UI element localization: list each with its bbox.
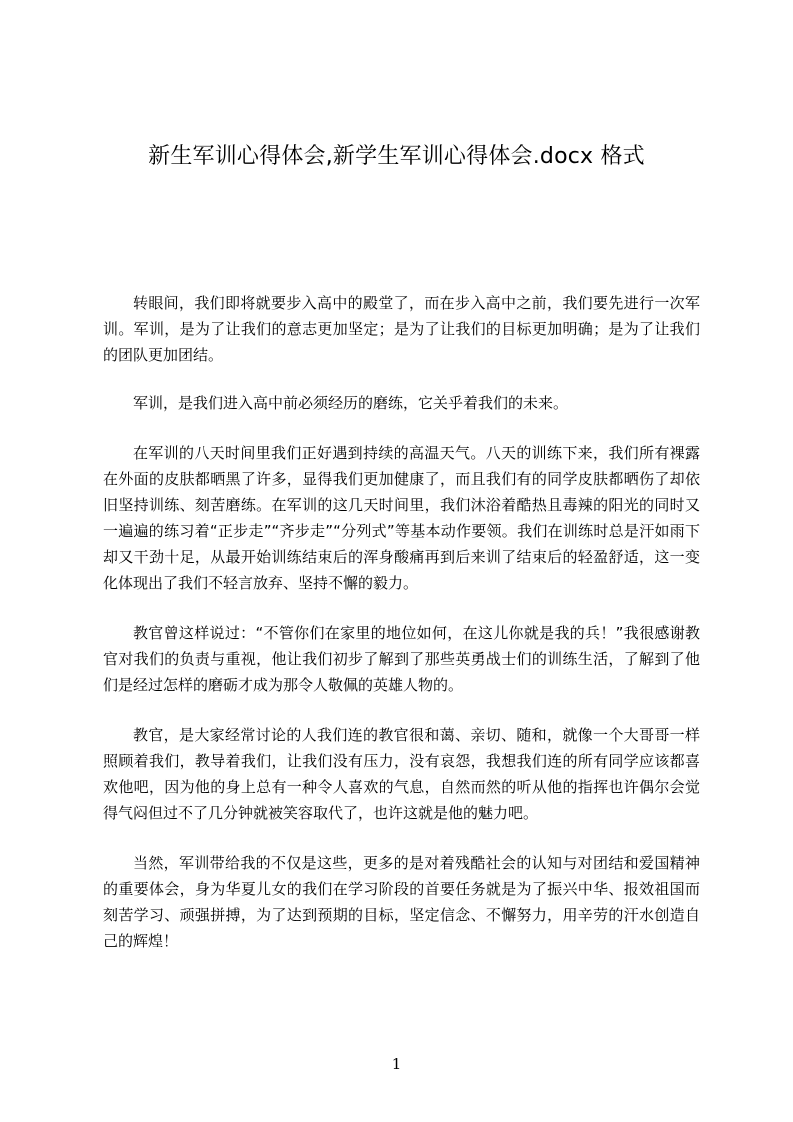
- paragraph-5: 教官，是大家经常讨论的人我们连的教官很和蔼、亲切、随和，就像一个大哥哥一样照顾着我们，教导着我们，让我们没有压力，没有哀怨，我想我们连的所有同学应该都喜欢他吧，因为他的身上总有一种令人喜欢的气息，自然而然的听从他的指挥也许偶尔会觉得气闷但过不了几分钟就被笑容取代了，也许这就是他的魅力吧。: [103, 726, 700, 822]
- paragraph-2: 军训，是我们进入高中前必须经历的磨练，它关乎着我们的未来。: [133, 394, 569, 412]
- document-body: [103, 290, 700, 978]
- paragraph-3: 在军训的八天时间里我们正好遇到持续的高温天气。八天的训练下来，我们所有裸露在外面的皮肤都晒黑了许多，显得我们更加健康了，而且我们有的同学皮肤都晒伤了却依旧坚持训练、刻苦磨练。在军训的这几天时间里，我们沐浴着酷热且毒辣的阳光的同时又一遍遍的练习着“正步走”“齐步走”“分列式”等基本动作要领。我们在训练时总是汗如雨下却又干劲十足，从最开始训练结束后的浑身酸痛再到后来训了结束后的轻盈舒适，这一变化体现出了我们不轻言放弃、坚持不懈的毅力。: [103, 444, 700, 592]
- paragraph-1: 转眼间，我们即将就要步入高中的殿堂了，而在步入高中之前，我们要先进行一次军训。军训，是为了让我们的意志更加坚定；是为了让我们的目标更加明确；是为了让我们的团队更加团结。: [103, 294, 700, 364]
- page-number: 1: [391, 1055, 402, 1073]
- paragraph-6: 当然，军训带给我的不仅是这些，更多的是对着残酷社会的认知与对团结和爱国精神的重要体会，身为华夏儿女的我们在学习阶段的首要任务就是为了振兴中华、报效祖国而刻苦学习、顽强拼搏，为了达到预期的目标，坚定信念、不懈努力，用辛劳的汗水创造自己的辉煌！: [103, 854, 700, 950]
- paragraph-4: 教官曾这样说过：“不管你们在家里的地位如何，在这儿你就是我的兵！”我很感谢教官对我们的负责与重视，他让我们初步了解到了那些英勇战士们的训练生活，了解到了他们是经过怎样的磨砺才成为那令人敬佩的英雄人物的。: [103, 624, 700, 694]
- document-title: 新生军训心得体会,新学生军训心得体会.docx 格式: [148, 144, 645, 169]
